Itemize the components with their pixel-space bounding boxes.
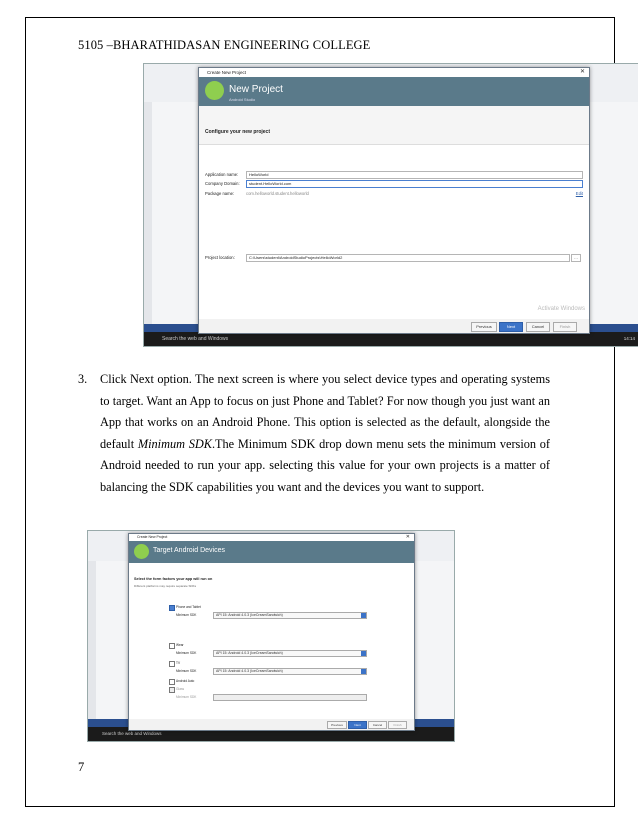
previous-button[interactable]: Previous <box>471 322 497 332</box>
previous-button[interactable]: Previous <box>327 721 347 729</box>
company-domain-label: Company Domain: <box>205 181 240 186</box>
screenshot-new-project <box>143 63 638 347</box>
dialog-banner <box>129 541 414 563</box>
project-location-field[interactable]: C:\Users\student\AndroidStudioProjects\HelloWorld2 <box>246 254 570 262</box>
wear-checkbox[interactable] <box>169 643 175 649</box>
android-auto-label: Android Auto <box>176 679 195 683</box>
taskbar-search[interactable]: Search the web and Windows <box>162 336 229 342</box>
dialog-banner <box>199 77 589 106</box>
windows-taskbar <box>144 332 638 346</box>
project-location-label: Project location: <box>205 255 235 260</box>
tv-checkbox[interactable] <box>169 661 175 667</box>
wear-min-sdk-label: Minimum SDK <box>176 651 197 655</box>
italic-minimum-sdk: Minimum SDK <box>137 436 212 451</box>
edit-link[interactable]: Edit <box>575 191 583 196</box>
phone-tablet-checkbox[interactable] <box>169 605 175 611</box>
step-paragraph <box>78 369 550 499</box>
banner-title: Target Android Devices <box>153 547 225 554</box>
dialog-body <box>129 563 414 719</box>
finish-button[interactable]: Finish <box>388 721 407 729</box>
target-devices-dialog <box>128 533 415 731</box>
page-number: 7 <box>78 760 85 774</box>
section-band <box>199 106 589 145</box>
screenshot-target-devices <box>87 530 455 742</box>
tv-min-sdk-dropdown[interactable] <box>213 668 367 675</box>
close-icon[interactable]: ✕ <box>405 534 410 540</box>
chevron-down-icon <box>361 669 366 674</box>
cancel-button[interactable]: Cancel <box>368 721 387 729</box>
finish-button[interactable]: Finish <box>553 322 577 332</box>
phone-tablet-label: Phone and Tablet <box>176 605 201 609</box>
app-name-label: Application name: <box>205 172 239 177</box>
wear-min-sdk-value: API 15: Android 4.0.3 (IceCreamSandwich) <box>216 651 283 655</box>
dialog-body <box>199 106 589 319</box>
close-icon[interactable]: ✕ <box>579 69 585 75</box>
glass-min-sdk-dropdown[interactable] <box>213 694 367 701</box>
tv-label: TV <box>176 661 181 665</box>
dialog-footer <box>129 719 414 730</box>
company-domain-field[interactable]: student.HelloWorld.com <box>246 180 583 188</box>
cancel-button[interactable]: Cancel <box>526 322 550 332</box>
taskbar-search[interactable]: Search the web and Windows <box>102 731 162 736</box>
step-text: Click Next option. The next screen is where you select device types and operating systems to target. Want an App to focus on just Phone and Tablet? For now though you just want an App that works on an Android Phone. This option is selected as the default, alongside the default Minimum SDK.The Minimum SDK drop down menu sets the minimum version of Android needed to run your app. selecting this value for your own projects is a matter of balancing the SDK capabilities you want and the devices you want to support. <box>100 372 550 494</box>
next-button[interactable]: Next <box>348 721 367 729</box>
taskbar-clock: 14:14 <box>623 336 635 341</box>
next-button[interactable]: Next <box>499 322 523 332</box>
dialog-title: Create New Project <box>137 535 168 539</box>
dialog-footer <box>199 319 589 333</box>
glass-label: Glass <box>176 687 185 691</box>
tv-min-sdk-value: API 15: Android 4.0.3 (IceCreamSandwich) <box>216 669 283 673</box>
banner-subtitle: Android Studio <box>229 97 256 102</box>
glass-checkbox[interactable] <box>169 687 175 693</box>
dialog-title: Create New Project <box>207 70 247 75</box>
app-name-field[interactable]: HelloWorld <box>246 171 583 179</box>
android-auto-checkbox[interactable] <box>169 679 175 685</box>
chevron-down-icon <box>361 613 366 618</box>
section-subtitle: Different platforms may require separate SDKs <box>134 584 197 588</box>
android-studio-logo-icon <box>134 544 149 559</box>
min-sdk-label: Minimum SDK <box>176 613 197 617</box>
min-sdk-value: API 15: Android 4.0.3 (IceCreamSandwich) <box>216 613 283 617</box>
page-header: 5105 –BHARATHIDASAN ENGINEERING COLLEGE <box>78 38 371 52</box>
wear-min-sdk-dropdown[interactable] <box>213 650 367 657</box>
new-project-dialog <box>198 67 590 334</box>
package-name-value: com.helloworld.student.helloworld <box>246 191 309 196</box>
section-title: Configure your new project <box>205 129 271 135</box>
chevron-down-icon <box>361 651 366 656</box>
min-sdk-dropdown[interactable] <box>213 612 367 619</box>
step-number: 3. <box>78 372 88 386</box>
section-title: Select the form factors your app will run on <box>134 577 213 581</box>
glass-min-sdk-label: Minimum SDK <box>176 695 197 699</box>
tv-min-sdk-label: Minimum SDK <box>176 669 197 673</box>
banner-title: New Project <box>229 84 283 95</box>
browse-button[interactable]: … <box>571 254 581 262</box>
package-name-label: Package name: <box>205 191 235 196</box>
wear-label: Wear <box>176 643 184 647</box>
android-studio-logo-icon <box>205 81 224 100</box>
activate-windows-text: Activate Windows <box>537 306 585 312</box>
